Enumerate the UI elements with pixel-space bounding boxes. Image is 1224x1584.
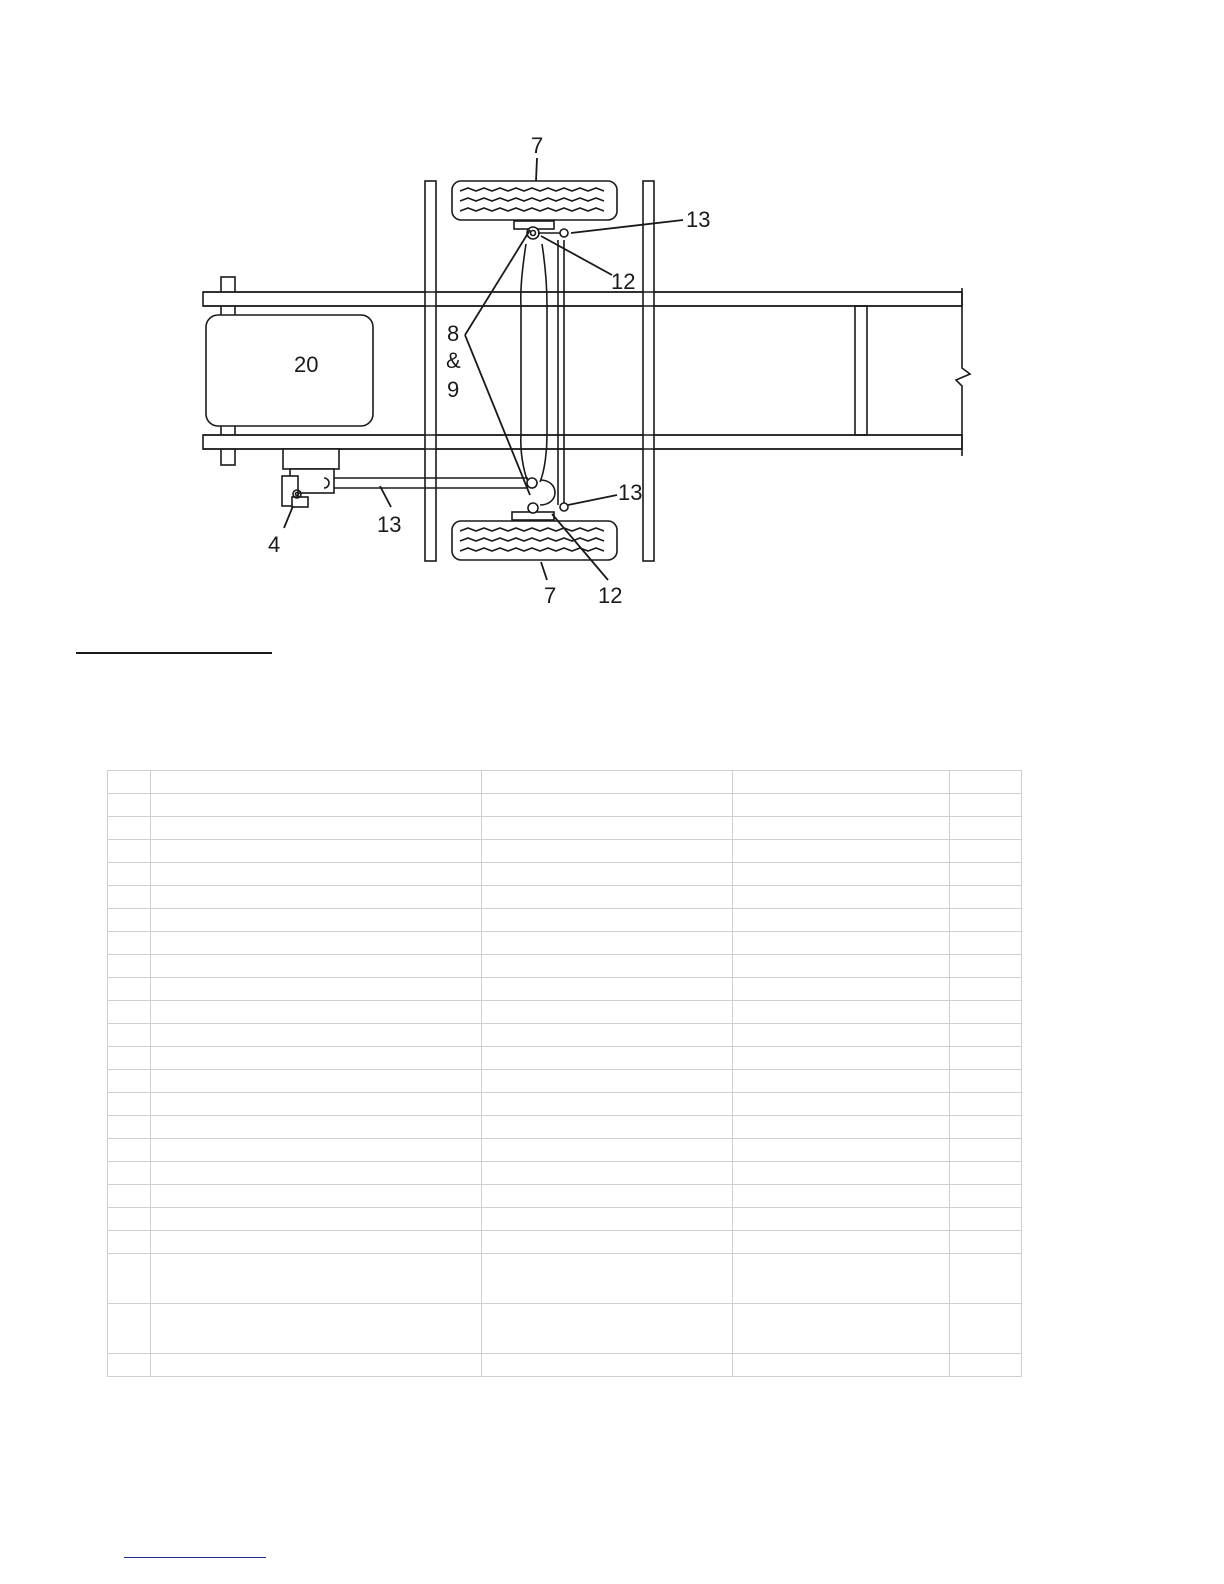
table-cell [482,1093,733,1116]
table-cell [108,932,151,955]
table-cell [950,1354,1022,1377]
table-cell [733,1024,950,1047]
table-cell [482,794,733,817]
parts-table-body [108,771,1022,1377]
table-cell [108,794,151,817]
table-cell [733,886,950,909]
table-cell [950,1024,1022,1047]
table-cell [108,840,151,863]
table-cell [151,794,482,817]
table-cell [950,1208,1022,1231]
table-cell [482,1162,733,1185]
table-cell [950,1001,1022,1024]
table-cell [151,1116,482,1139]
callout-box-20: 20 [294,352,319,377]
table-cell [950,909,1022,932]
frame-break-line [956,288,970,456]
table-cell [151,1231,482,1254]
table-row [108,1254,1022,1304]
table-cell [482,978,733,1001]
table-row [108,1231,1022,1254]
table-cell [151,817,482,840]
table-row [108,1047,1022,1070]
table-cell [482,955,733,978]
table-row [108,1162,1022,1185]
table-cell [950,794,1022,817]
table-cell [482,771,733,794]
table-cell [151,1070,482,1093]
table-cell [108,886,151,909]
section-heading-underline [76,652,272,654]
table-cell [482,817,733,840]
steering-arm-bottom [540,480,555,505]
table-cell [950,1047,1022,1070]
table-cell [733,932,950,955]
table-cell [482,886,733,909]
table-cell [151,1001,482,1024]
table-row [108,1093,1022,1116]
table-cell [733,1185,950,1208]
component-20-box [206,315,373,426]
table-row [108,909,1022,932]
table-cell [151,1162,482,1185]
table-cell [482,909,733,932]
table-cell [733,794,950,817]
table-cell [108,863,151,886]
table-cell [482,1231,733,1254]
callout-tire-top: 7 [531,133,544,158]
table-cell [733,1304,950,1354]
table-cell [733,1139,950,1162]
table-cell [733,863,950,886]
crossmember-3 [855,306,867,435]
table-cell [151,978,482,1001]
table-cell [151,1354,482,1377]
table-cell [482,1116,733,1139]
table-cell [482,1070,733,1093]
table-cell [950,1254,1022,1304]
table-row [108,955,1022,978]
table-row [108,1304,1022,1354]
table-cell [108,1024,151,1047]
callout-joint-bottom: 12 [598,583,623,608]
table-cell [108,817,151,840]
table-cell [733,1254,950,1304]
table-row [108,840,1022,863]
table-cell [108,1208,151,1231]
table-cell [482,863,733,886]
table-cell [108,955,151,978]
table-cell [151,840,482,863]
table-cell [482,932,733,955]
table-row [108,794,1022,817]
table-cell [950,771,1022,794]
joint-bottom-left [527,478,537,488]
table-row [108,863,1022,886]
table-cell [151,909,482,932]
table-cell [733,1231,950,1254]
table-cell [733,1001,950,1024]
table-cell [482,1304,733,1354]
table-cell [151,771,482,794]
table-row [108,817,1022,840]
table-cell [151,863,482,886]
joint-bottom-left-2 [528,503,538,513]
table-row [108,1354,1022,1377]
table-cell [482,1208,733,1231]
table-cell [482,1047,733,1070]
table-cell [482,1354,733,1377]
table-cell [733,771,950,794]
table-cell [151,932,482,955]
callout-steering-gear: 4 [268,532,281,557]
table-cell [482,1024,733,1047]
table-cell [108,1139,151,1162]
crossmember-1 [425,181,436,561]
callout-axle-9: 9 [447,377,460,402]
table-cell [482,1254,733,1304]
table-cell [151,1185,482,1208]
table-cell [733,840,950,863]
table-row [108,886,1022,909]
table-cell [151,1208,482,1231]
table-row [108,1116,1022,1139]
table-cell [108,771,151,794]
table-cell [950,840,1022,863]
table-cell [482,1185,733,1208]
table-cell [108,1185,151,1208]
table-cell [151,955,482,978]
parts-list-table [107,770,1022,1377]
table-cell [733,1093,950,1116]
table-row [108,771,1022,794]
table-cell [482,1139,733,1162]
table-cell [108,1116,151,1139]
table-cell [108,1354,151,1377]
table-cell [950,1185,1022,1208]
table-cell [950,1116,1022,1139]
chassis-diagram [0,0,1224,620]
table-cell [950,1093,1022,1116]
table-cell [950,955,1022,978]
table-cell [733,978,950,1001]
table-row [108,1139,1022,1162]
table-cell [151,1254,482,1304]
joint-top-right [560,229,568,237]
table-cell [950,817,1022,840]
callout-tie-rod-top: 13 [686,207,711,232]
table-cell [108,1047,151,1070]
table-cell [151,1047,482,1070]
table-cell [733,1208,950,1231]
table-cell [733,1070,950,1093]
table-cell [733,1354,950,1377]
table-cell [733,909,950,932]
frame-rail-bottom [203,435,962,449]
callout-axle-8: 8 [447,321,460,346]
table-cell [108,978,151,1001]
table-row [108,978,1022,1001]
table-cell [950,978,1022,1001]
table-row [108,1185,1022,1208]
table-cell [733,817,950,840]
table-cell [151,1024,482,1047]
table-cell [108,1093,151,1116]
steering-gear-mount [283,449,339,469]
callout-drag-link: 13 [377,512,402,537]
table-row [108,1001,1022,1024]
table-cell [482,1001,733,1024]
table-cell [733,1116,950,1139]
callout-axle-amp: & [446,348,461,373]
table-cell [108,1070,151,1093]
table-cell [108,1231,151,1254]
table-cell [482,840,733,863]
callout-joint-top: 12 [611,269,636,294]
table-cell [950,1162,1022,1185]
table-cell [733,955,950,978]
table-cell [151,1093,482,1116]
table-cell [733,1162,950,1185]
table-cell [108,1254,151,1304]
table-cell [950,1231,1022,1254]
table-cell [108,1001,151,1024]
table-cell [108,909,151,932]
table-cell [950,1070,1022,1093]
table-cell [950,886,1022,909]
crossmember-2 [643,181,654,561]
table-cell [950,932,1022,955]
table-cell [733,1047,950,1070]
callout-tire-bottom: 7 [544,583,557,608]
footer-link-underline[interactable] [124,1557,266,1558]
table-cell [950,1304,1022,1354]
table-cell [950,1139,1022,1162]
joint-bottom-right [560,503,568,511]
table-row [108,1070,1022,1093]
frame-rail-top [203,292,962,306]
table-cell [108,1162,151,1185]
callout-tie-rod-bottom: 13 [618,480,643,505]
table-cell [151,1139,482,1162]
table-cell [950,863,1022,886]
table-cell [151,1304,482,1354]
table-row [108,932,1022,955]
table-row [108,1024,1022,1047]
table-cell [108,1304,151,1354]
table-row [108,1208,1022,1231]
table-cell [151,886,482,909]
